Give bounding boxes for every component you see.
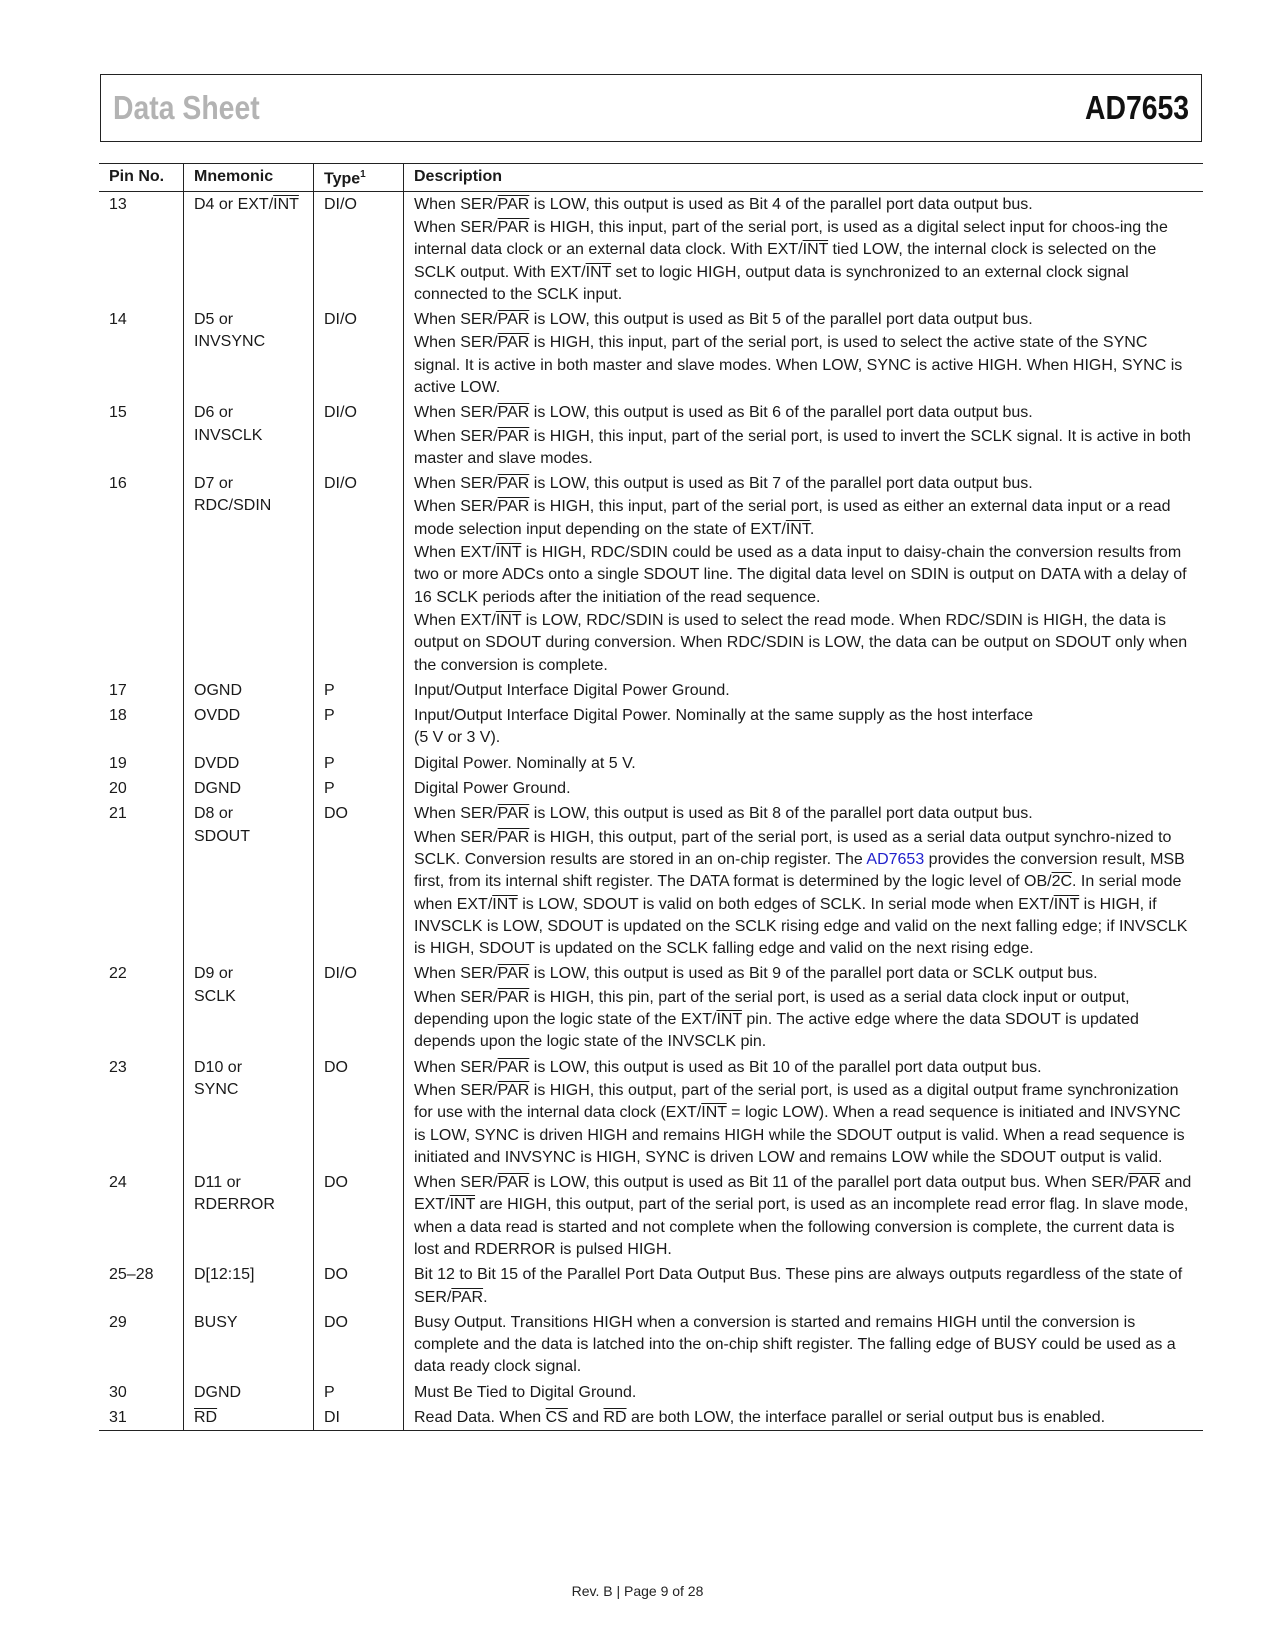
description-paragraph — [414, 217, 1193, 306]
part-number: AD7653 — [1084, 89, 1189, 126]
description-text: $\overline{PAR}$ — [497, 1081, 530, 1099]
mnemonic-text: D6 or — [194, 404, 234, 422]
description-text: is HIGH, this output, part of the serial port, is used as a serial data output synchro-nized to SCLK. Conversion results are stored in an on-chip register. The — [414, 828, 1172, 868]
pin-type: P — [314, 1380, 404, 1405]
description-text: $\overline{PAR}$ — [497, 988, 530, 1006]
pin-row — [99, 1262, 1203, 1310]
description-text: Digital Power. Nominally at 5 V. — [414, 754, 636, 772]
pin-description — [404, 751, 1204, 776]
pin-row — [99, 400, 1203, 471]
description-paragraph — [414, 1264, 1193, 1309]
pin-description — [404, 801, 1204, 961]
pin-row — [99, 1380, 1203, 1405]
description-text: When SER/ — [414, 805, 498, 823]
pin-mnemonic — [184, 400, 314, 471]
description-text: When SER/ — [414, 828, 498, 846]
description-text: $\overline{PAR}$ — [497, 475, 530, 493]
pin-description — [404, 471, 1204, 678]
pin-number: 22 — [109, 965, 127, 983]
description-text: is LOW, this output is used as Bit 7 of the parallel port data output bus. — [529, 475, 1033, 493]
mnemonic-text: INVSCLK — [194, 426, 263, 444]
description-text: When SER/ — [414, 965, 498, 983]
pin-number: 18 — [109, 707, 127, 725]
pin-type: DO — [314, 801, 404, 961]
description-text: $\overline{INT}$ — [585, 263, 612, 281]
pin-row — [99, 1055, 1203, 1170]
pin-mnemonic — [184, 1055, 314, 1170]
pin-mnemonic — [184, 1405, 314, 1431]
header-mnemonic: Mnemonic — [184, 164, 314, 192]
pin-mnemonic — [184, 191, 314, 307]
pin-type: P — [314, 776, 404, 801]
description-paragraph — [414, 803, 1193, 825]
description-paragraph — [414, 1172, 1193, 1261]
description-text: = logic LOW). When a read sequence is initiated and INVSYNC is LOW, SYNC is driven HIGH and remains HIGH while the SDOUT output is valid. When a read sequence is initiated and INVSYNC is HIGH, SYNC is driven LOW and remains LOW while the SDOUT output is valid. — [414, 1104, 1185, 1166]
description-text: $\overline{PAR}$ — [497, 195, 530, 213]
pin-type: DO — [314, 1262, 404, 1310]
header-description: Description — [414, 168, 503, 186]
mnemonic-text: DGND — [194, 780, 242, 798]
description-text: is HIGH, this input, part of the serial port, is used to invert the SCLK signal. It is active in both master and slave modes. — [414, 427, 1191, 467]
description-paragraph — [414, 1057, 1193, 1079]
pin-mnemonic — [184, 1380, 314, 1405]
description-text: are HIGH, this output, part of the serial port, is used as an incomplete read error flag. In slave mode, when a data read is started and not complete when the following conversion is complete, the current data is lost and RDERROR is pulsed HIGH. — [414, 1196, 1189, 1258]
pin-row — [99, 961, 1203, 1054]
pin-description — [404, 191, 1204, 307]
pin-type: DI — [314, 1405, 404, 1431]
pin-number: 20 — [109, 780, 127, 798]
description-text: . — [483, 1288, 488, 1306]
description-text: and EXT/ — [414, 1174, 1192, 1214]
description-text: $\overline{PAR}$ — [451, 1288, 484, 1306]
description-text: (5 V or 3 V). — [414, 729, 501, 747]
pin-number: 29 — [109, 1313, 127, 1331]
mnemonic-text: SCLK — [194, 987, 236, 1005]
description-text: is LOW, this output is used as Bit 6 of the parallel port data output bus. — [529, 404, 1033, 422]
pin-description — [404, 776, 1204, 801]
pin-description — [404, 1055, 1204, 1170]
pin-table-body — [99, 191, 1203, 1431]
pin-type: DO — [314, 1055, 404, 1170]
pin-mnemonic — [184, 801, 314, 961]
description-text: When EXT/ — [414, 611, 496, 629]
description-paragraph — [414, 1312, 1193, 1379]
pin-description — [404, 400, 1204, 471]
description-text: Input/Output Interface Digital Power Ground. — [414, 681, 730, 699]
description-paragraph — [414, 542, 1193, 609]
description-text: $\overline{RD}$ — [603, 1409, 627, 1427]
pin-mnemonic — [184, 961, 314, 1054]
pin-type: DI/O — [314, 400, 404, 471]
description-text: $\overline{INT}$ — [802, 241, 829, 259]
mnemonic-text: D[12:15] — [194, 1266, 255, 1284]
description-paragraph — [414, 610, 1193, 677]
description-paragraph — [414, 473, 1193, 495]
header-type: Type$^1$ — [314, 164, 404, 192]
description-text: $\overline{PAR}$ — [497, 427, 530, 445]
description-text: $\overline{PAR}$ — [497, 805, 530, 823]
description-paragraph — [414, 705, 1193, 750]
pin-row — [99, 1170, 1203, 1262]
pin-mnemonic — [184, 471, 314, 678]
description-paragraph — [414, 778, 1193, 800]
description-text: $\overline{INT}$ — [785, 520, 810, 538]
mnemonic-text: D8 or — [194, 805, 234, 823]
pin-mnemonic — [184, 307, 314, 400]
description-text: is LOW, this output is used as Bit 5 of the parallel port data output bus. — [529, 311, 1033, 329]
pin-number: 31 — [109, 1409, 127, 1427]
pin-mnemonic — [184, 703, 314, 751]
pin-number: 24 — [109, 1174, 127, 1192]
description-text: is HIGH, this output, part of the serial port, is used as a digital output frame synchronization for use with the internal data clock (EXT/ — [414, 1081, 1179, 1122]
mnemonic-text: D5 or — [194, 311, 234, 329]
description-paragraph — [414, 963, 1193, 985]
mnemonic-text: D7 or — [194, 475, 234, 493]
pin-type: P — [314, 678, 404, 703]
pin-row — [99, 678, 1203, 703]
description-text: tied LOW, the internal clock is selected on the SCLK output. With EXT/ — [414, 241, 1157, 281]
description-text: is HIGH, RDC/SDIN could be used as a data input to daisy-chain the conversion results from two or more ADCs onto a single SDOUT line. The digital data level on SDIN is output on DATA with a delay of 16 SCLK periods after the initiation of the read sequence. — [414, 544, 1187, 606]
description-text: When SER/ — [414, 195, 498, 213]
description-text: is LOW, SDOUT is valid on both edges of SCLK. In serial mode when EXT/ — [517, 895, 1054, 913]
pin-number: 23 — [109, 1058, 127, 1076]
description-paragraph — [414, 309, 1193, 331]
pin-description — [404, 1170, 1204, 1262]
pin-number: 14 — [109, 311, 127, 329]
description-text: is LOW, this output is used as Bit 10 of the parallel port data output bus. — [529, 1058, 1042, 1076]
description-paragraph — [414, 402, 1193, 424]
description-text: . In serial mode when EXT/ — [414, 873, 1182, 913]
description-text: When SER/ — [414, 334, 498, 352]
pin-row — [99, 1310, 1203, 1380]
description-paragraph — [414, 1407, 1193, 1429]
description-text: is HIGH, this input, part of the serial port, is used as a digital select input for choos-ing the internal data clock or an external data clock. With EXT/ — [414, 218, 1168, 259]
pin-mnemonic — [184, 751, 314, 776]
description-text: $\overline{PAR}$ — [497, 498, 530, 516]
mnemonic-text: INVSYNC — [194, 333, 266, 351]
pin-description — [404, 1262, 1204, 1310]
description-text: When SER/ — [414, 475, 498, 493]
mnemonic-text: DGND — [194, 1383, 242, 1401]
description-paragraph — [414, 1382, 1193, 1404]
page-footer: Rev. B | Page 9 of 28 — [571, 1583, 704, 1599]
pin-number: 13 — [109, 195, 127, 213]
pin-number: 30 — [109, 1383, 127, 1401]
mnemonic-text: RDC/SDIN — [194, 497, 272, 515]
pin-type: DI/O — [314, 307, 404, 400]
description-text: Must Be Tied to Digital Ground. — [414, 1383, 637, 1401]
pin-function-table — [99, 163, 1203, 1431]
pin-number: 21 — [109, 805, 127, 823]
description-text: $\overline{INT}$ — [449, 1196, 476, 1214]
pin-number: 25–28 — [109, 1266, 154, 1284]
pin-row — [99, 801, 1203, 961]
description-text: $\overline{CS}$ — [545, 1409, 568, 1427]
mnemonic-text: SYNC — [194, 1080, 239, 1098]
page-header — [100, 74, 1202, 142]
mnemonic-text: BUSY — [194, 1313, 238, 1331]
description-text: is LOW, this output is used as Bit 9 of the parallel port data or SCLK output bus. — [529, 965, 1098, 983]
mnemonic-text: SDOUT — [194, 827, 250, 845]
pin-row — [99, 703, 1203, 751]
description-text: are both LOW, the interface parallel or serial output bus is enabled. — [626, 1409, 1106, 1427]
pin-description — [404, 1310, 1204, 1380]
pin-type: DO — [314, 1310, 404, 1380]
pin-row — [99, 191, 1203, 307]
description-text: $\overline{INT}$ — [1053, 895, 1080, 913]
description-text: When SER/ — [414, 427, 498, 445]
mnemonic-text: $\overline{RD}$ — [194, 1409, 218, 1427]
description-text: $\overline{PAR}$ — [497, 828, 530, 846]
description-text: $\overline{INT}$ — [701, 1104, 727, 1122]
description-text: $\overline{PAR}$ — [497, 965, 530, 983]
description-text: set to logic HIGH, output data is synchronized to an external clock signal connected to the SCLK input. — [414, 263, 1129, 303]
pin-number: 19 — [109, 754, 127, 772]
description-text: is LOW, this output is used as Bit 11 of the parallel port data output bus. When SER/ — [529, 1174, 1129, 1192]
description-paragraph — [414, 194, 1193, 216]
pin-description — [404, 961, 1204, 1054]
description-text: is LOW, RDC/SDIN is used to select the read mode. When RDC/SDIN is HIGH, the data is output on SDOUT during conversion. When RDC/SDIN is LOW, the data can be output on SDOUT only when the conversion is complete. — [414, 611, 1188, 674]
description-text: Input/Output Interface Digital Power. Nominally at the same supply as the host interface — [414, 707, 1033, 725]
description-text: When EXT/ — [414, 544, 496, 562]
mnemonic-text: OGND — [194, 681, 242, 699]
pin-mnemonic — [184, 1262, 314, 1310]
description-text: Read Data. When — [414, 1409, 546, 1427]
product-link[interactable]: AD7653 — [866, 850, 925, 868]
mnemonic-text: D10 or — [194, 1058, 243, 1076]
pin-type: DO — [314, 1170, 404, 1262]
mnemonic-text: $\overline{INT}$ — [273, 195, 299, 213]
pin-type: DI/O — [314, 191, 404, 307]
description-text: is HIGH, this input, part of the serial port, is used as either an external data input or a read mode selection input depending on the state of EXT/ — [414, 498, 1171, 538]
pin-mnemonic — [184, 678, 314, 703]
header-pin-no: Pin No. — [109, 168, 165, 186]
description-text: is LOW, this output is used as Bit 8 of the parallel port data output bus. — [529, 805, 1033, 823]
description-text: $\overline{INT}$ — [495, 544, 522, 562]
description-text: $\overline{PAR}$ — [497, 311, 530, 329]
description-text: When SER/ — [414, 1081, 498, 1099]
pin-row — [99, 776, 1203, 801]
description-text: When SER/ — [414, 1058, 498, 1076]
pin-row — [99, 471, 1203, 678]
description-text: When SER/ — [414, 218, 498, 236]
description-paragraph — [414, 496, 1193, 541]
description-text: When SER/ — [414, 988, 498, 1006]
description-paragraph — [414, 987, 1193, 1054]
mnemonic-text: OVDD — [194, 707, 241, 725]
description-text: When SER/ — [414, 1174, 498, 1192]
description-text: $\overline{PAR}$ — [497, 334, 530, 352]
pin-row — [99, 1405, 1203, 1431]
description-text: When SER/ — [414, 404, 498, 422]
description-paragraph — [414, 426, 1193, 471]
pin-type: DI/O — [314, 471, 404, 678]
pin-number: 16 — [109, 475, 127, 493]
mnemonic-text: D9 or — [194, 965, 234, 983]
pin-description — [404, 1405, 1204, 1431]
table-header-row — [99, 164, 1203, 192]
description-text: $\overline{INT}$ — [716, 1011, 742, 1029]
description-text: . — [809, 520, 815, 538]
pin-row — [99, 751, 1203, 776]
doc-type-label: Data Sheet — [113, 89, 260, 126]
description-paragraph — [414, 680, 1193, 702]
description-text: When SER/ — [414, 498, 498, 516]
pin-mnemonic — [184, 1310, 314, 1380]
description-paragraph — [414, 827, 1193, 961]
pin-type: DI/O — [314, 961, 404, 1054]
pin-description — [404, 307, 1204, 400]
pin-mnemonic — [184, 1170, 314, 1262]
description-text: $\overline{PAR}$ — [1128, 1174, 1161, 1192]
description-paragraph — [414, 1080, 1193, 1169]
pin-number: 17 — [109, 681, 127, 699]
description-paragraph — [414, 332, 1193, 399]
description-text: is HIGH, this input, part of the serial port, is used to select the active state of the SYNC signal. It is active in both master and slave modes. When LOW, SYNC is active HIGH. When HIGH, SYNC is active LOW. — [414, 334, 1183, 396]
description-text: $\overline{INT}$ — [492, 895, 518, 913]
pin-description — [404, 678, 1204, 703]
description-text: Digital Power Ground. — [414, 780, 571, 798]
description-paragraph — [414, 753, 1193, 775]
description-text: $\overline{PAR}$ — [497, 404, 530, 422]
type-footnote-marker: 1 — [360, 169, 366, 180]
description-text: is HIGH, if INVSCLK is LOW, SDOUT is updated on the SCLK rising edge and valid on the next falling edge; if INVSCLK is HIGH, SDOUT is updated on the SCLK falling edge and valid on the next rising edge. — [414, 895, 1188, 958]
mnemonic-text: DVDD — [194, 754, 240, 772]
pin-description — [404, 703, 1204, 751]
description-text: $\overline{PAR}$ — [497, 218, 530, 236]
description-text: provides the conversion result, MSB first, from its internal shift register. The DATA format is determined by the logic level of OB/ — [414, 850, 1185, 891]
description-text: Busy Output. Transitions HIGH when a conversion is started and remains HIGH until the conversion is complete and the data is latched into the on-chip shift register. The falling edge of BUSY could be used as a data ready clock signal. — [414, 1313, 1176, 1376]
description-text: $\overline{INT}$ — [495, 611, 522, 629]
description-text: $\overline{PAR}$ — [497, 1058, 530, 1076]
description-text: is LOW, this output is used as Bit 4 of the parallel port data output bus. — [529, 195, 1033, 213]
mnemonic-text: RDERROR — [194, 1196, 275, 1214]
pin-number: 15 — [109, 404, 127, 422]
description-text: Bit 12 to Bit 15 of the Parallel Port Data Output Bus. These pins are always outputs regardless of the state of SER/ — [414, 1266, 1183, 1306]
pin-type: P — [314, 751, 404, 776]
pin-row — [99, 307, 1203, 400]
description-text: When SER/ — [414, 311, 498, 329]
pin-type: P — [314, 703, 404, 751]
pin-description — [404, 1380, 1204, 1405]
description-text: and — [567, 1409, 604, 1427]
description-text: is HIGH, this pin, part of the serial port, is used as a serial data clock input or output, depending upon the logic state of the EXT/ — [414, 988, 1130, 1029]
pin-mnemonic — [184, 776, 314, 801]
description-text: pin. The active edge where the data SDOUT is updated depends upon the logic state of the INVSCLK pin. — [414, 1011, 1139, 1051]
description-text: 2C — [1051, 873, 1073, 891]
description-text: $\overline{PAR}$ — [497, 1174, 530, 1192]
mnemonic-text: D4 or EXT/ — [194, 195, 274, 213]
mnemonic-text: D11 or — [194, 1174, 241, 1192]
